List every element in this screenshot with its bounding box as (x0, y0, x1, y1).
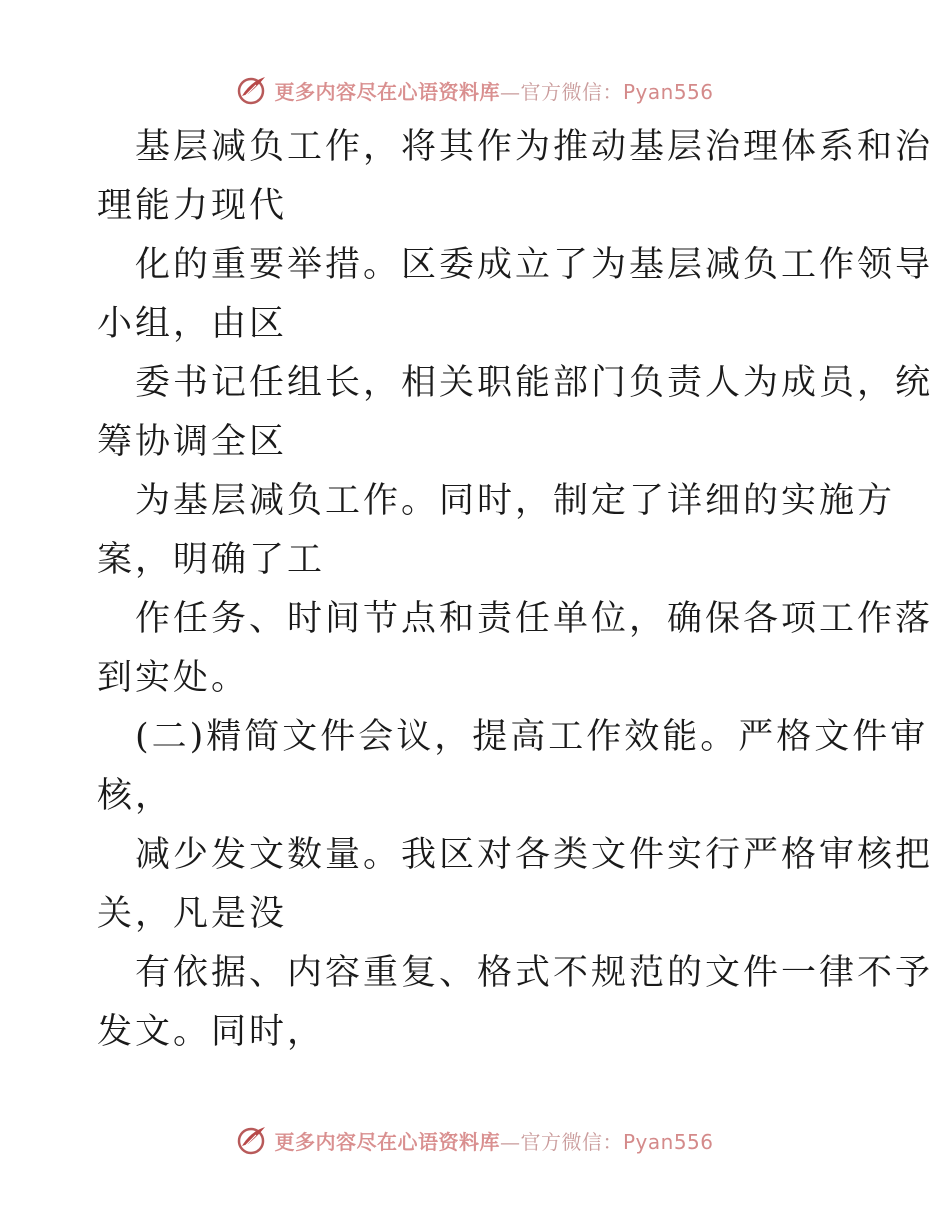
text-line: 发文。同时， (97, 1012, 326, 1052)
text-line: 基层减负工作，将其作为推动基层治理体系和治 (135, 127, 934, 167)
watermark-text (274, 1126, 713, 1155)
watermark-brand: 更多内容尽在心语资料库 (274, 1129, 500, 1154)
watermark-wechat-label: 官方微信： (520, 1129, 623, 1154)
watermark-text (274, 76, 713, 105)
text-line: 小组，由区 (97, 304, 288, 344)
text-line: 减少发文数量。我区对各类文件实行严格审核把 (135, 835, 934, 875)
text-line: 筹协调全区 (97, 422, 288, 462)
quill-logo-icon (236, 1124, 268, 1156)
text-line: 到实处。 (97, 658, 250, 698)
text-line: 作任务、时间节点和责任单位，确保各项工作落 (135, 599, 934, 639)
watermark-separator: — (499, 1129, 521, 1154)
watermark-separator: — (499, 79, 521, 104)
watermark-wechat-id: Pyan556 (622, 1129, 714, 1154)
watermark-wechat-id: Pyan556 (622, 79, 714, 104)
text-line: 关，凡是没 (97, 894, 288, 934)
header-watermark (0, 70, 950, 110)
text-line: 有依据、内容重复、格式不规范的文件一律不予 (135, 953, 934, 993)
quill-logo-icon (236, 74, 268, 106)
document-body (97, 118, 934, 1062)
watermark-wechat-label: 官方微信： (520, 79, 623, 104)
text-line: 为基层减负工作。同时，制定了详细的实施方 (135, 481, 896, 521)
footer-watermark (0, 1120, 950, 1160)
text-line: 案，明确了工 (97, 540, 326, 580)
text-line: 委书记任组长，相关职能部门负责人为成员，统 (135, 363, 934, 403)
text-line: 化的重要举措。区委成立了为基层减负工作领导 (135, 245, 934, 285)
text-line: 核， (97, 776, 174, 816)
watermark-brand: 更多内容尽在心语资料库 (274, 79, 500, 104)
text-line: 理能力现代 (97, 186, 288, 226)
text-line: (二)精简文件会议，提高工作效能。严格文件审 (135, 717, 929, 757)
